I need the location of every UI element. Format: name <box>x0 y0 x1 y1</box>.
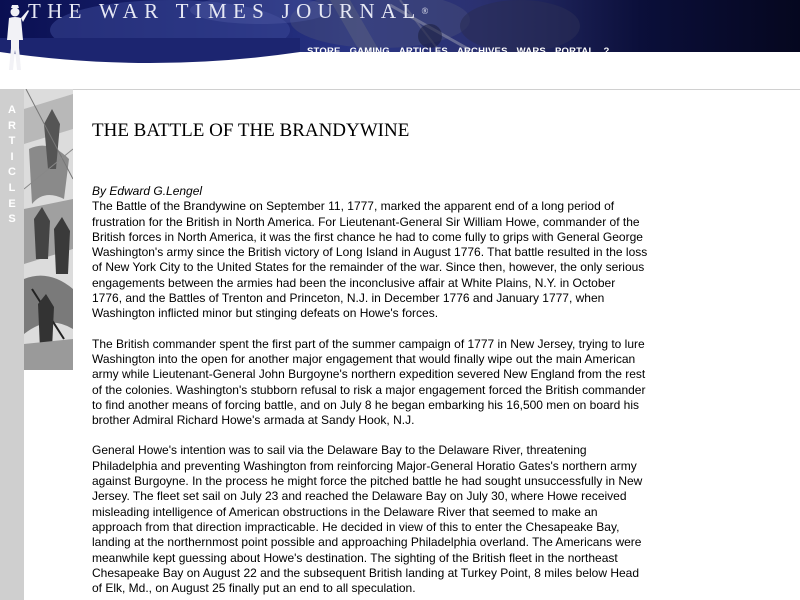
section-letter: R <box>8 119 16 132</box>
battle-engraving-image <box>24 89 73 370</box>
section-letter: L <box>8 181 16 194</box>
section-letter: C <box>8 166 16 179</box>
nav-help[interactable]: ? <box>603 46 610 57</box>
content-top-divider <box>73 89 800 90</box>
article-title: THE BATTLE OF THE BRANDYWINE <box>92 120 410 141</box>
section-letter: T <box>8 135 16 148</box>
section-letter: E <box>8 197 16 210</box>
article-body <box>92 120 648 600</box>
article-byline: By Edward G.Lengel <box>92 184 203 198</box>
site-title-text: THE WAR TIMES JOURNAL <box>28 0 422 23</box>
main-nav <box>307 41 619 57</box>
nav-gaming[interactable]: GAMING <box>349 46 390 57</box>
article-paragraph: The British commander spent the first part of the summer campaign of 1777 in New Jersey, trying to lure Washington into the open for another major engagement that would finally wipe out the main American army while Lieutenant-General John Burgoyne's northern expedition severed New England from the rest of the colonies. Washington's stubborn refusal to risk a major engagement forced the British commander to find another means of forcing battle, and on July 8 he began embarking his 16,500 men on board his brother Admiral Richard Howe's armada at Sandy Hook, N.J. <box>92 336 646 428</box>
section-letter: A <box>8 104 16 116</box>
article-paragraph: General Howe's intention was to sail via the Delaware Bay to the Delaware River, threatening Philadelphia and preventing Washington from reinforcing Major-General Horatio Gates's northern army against Burgoyne. In the process he might force the pitched battle he had sought unsuccessfully in New Jersey. The fleet set sail on July 23 and reached the Delaware Bay on July 30, where Howe received misleading intelligence of American obstructions in the Delaware River that seemed to make an approach from that direction impracticable. He decided in view of this to enter the Chesapeake Bay, landing at the northernmost point possible and approaching Philadelphia overland. The Americans were meanwhile kept guessing about Howe's destination. The sighting of the British fleet in the northeast Chesapeake Bay on August 22 and the subsequent British landing at Turkey Point, 8 miles below Head of Elk, Md., on August 25 finally put an end to all speculation. <box>92 443 643 596</box>
banner-curve <box>0 38 300 74</box>
nav-archives[interactable]: ARCHIVES <box>456 46 508 57</box>
section-sidebar <box>0 89 24 600</box>
nav-portal[interactable]: PORTAL <box>554 46 595 57</box>
nav-store[interactable]: STORE <box>307 46 341 57</box>
engraving-artwork <box>24 89 73 370</box>
site-title[interactable] <box>28 0 428 22</box>
section-letter: S <box>8 213 16 226</box>
trademark-symbol: ® <box>421 6 429 16</box>
nav-wars[interactable]: WARS <box>516 46 546 57</box>
site-header <box>0 0 800 72</box>
section-letter: I <box>10 150 14 163</box>
article-paragraph: The Battle of the Brandywine on September 11, 1777, marked the apparent end of a long period of frustration for the British in North America. For Lieutenant-General Sir William Howe, commander of the British forces in North America, it was the first chance he had to come fully to grips with General George Washington's army since the British victory of Long Island in August 1776. That battle resulted in the loss of New York City to the United States for the remainder of the war. Since then, however, the only serious engagements between the armies had been the inconclusive affair at White Plains, N.Y. in October 1776, and the Battles of Trenton and Princeton, N.J. in December 1776 and January 1777, when Washington inflicted minor but stinging defeats on Howe's forces. <box>92 199 648 321</box>
nav-articles[interactable]: ARTICLES <box>398 46 448 57</box>
section-label-articles <box>0 103 24 228</box>
soldier-silhouette-icon <box>2 4 30 72</box>
